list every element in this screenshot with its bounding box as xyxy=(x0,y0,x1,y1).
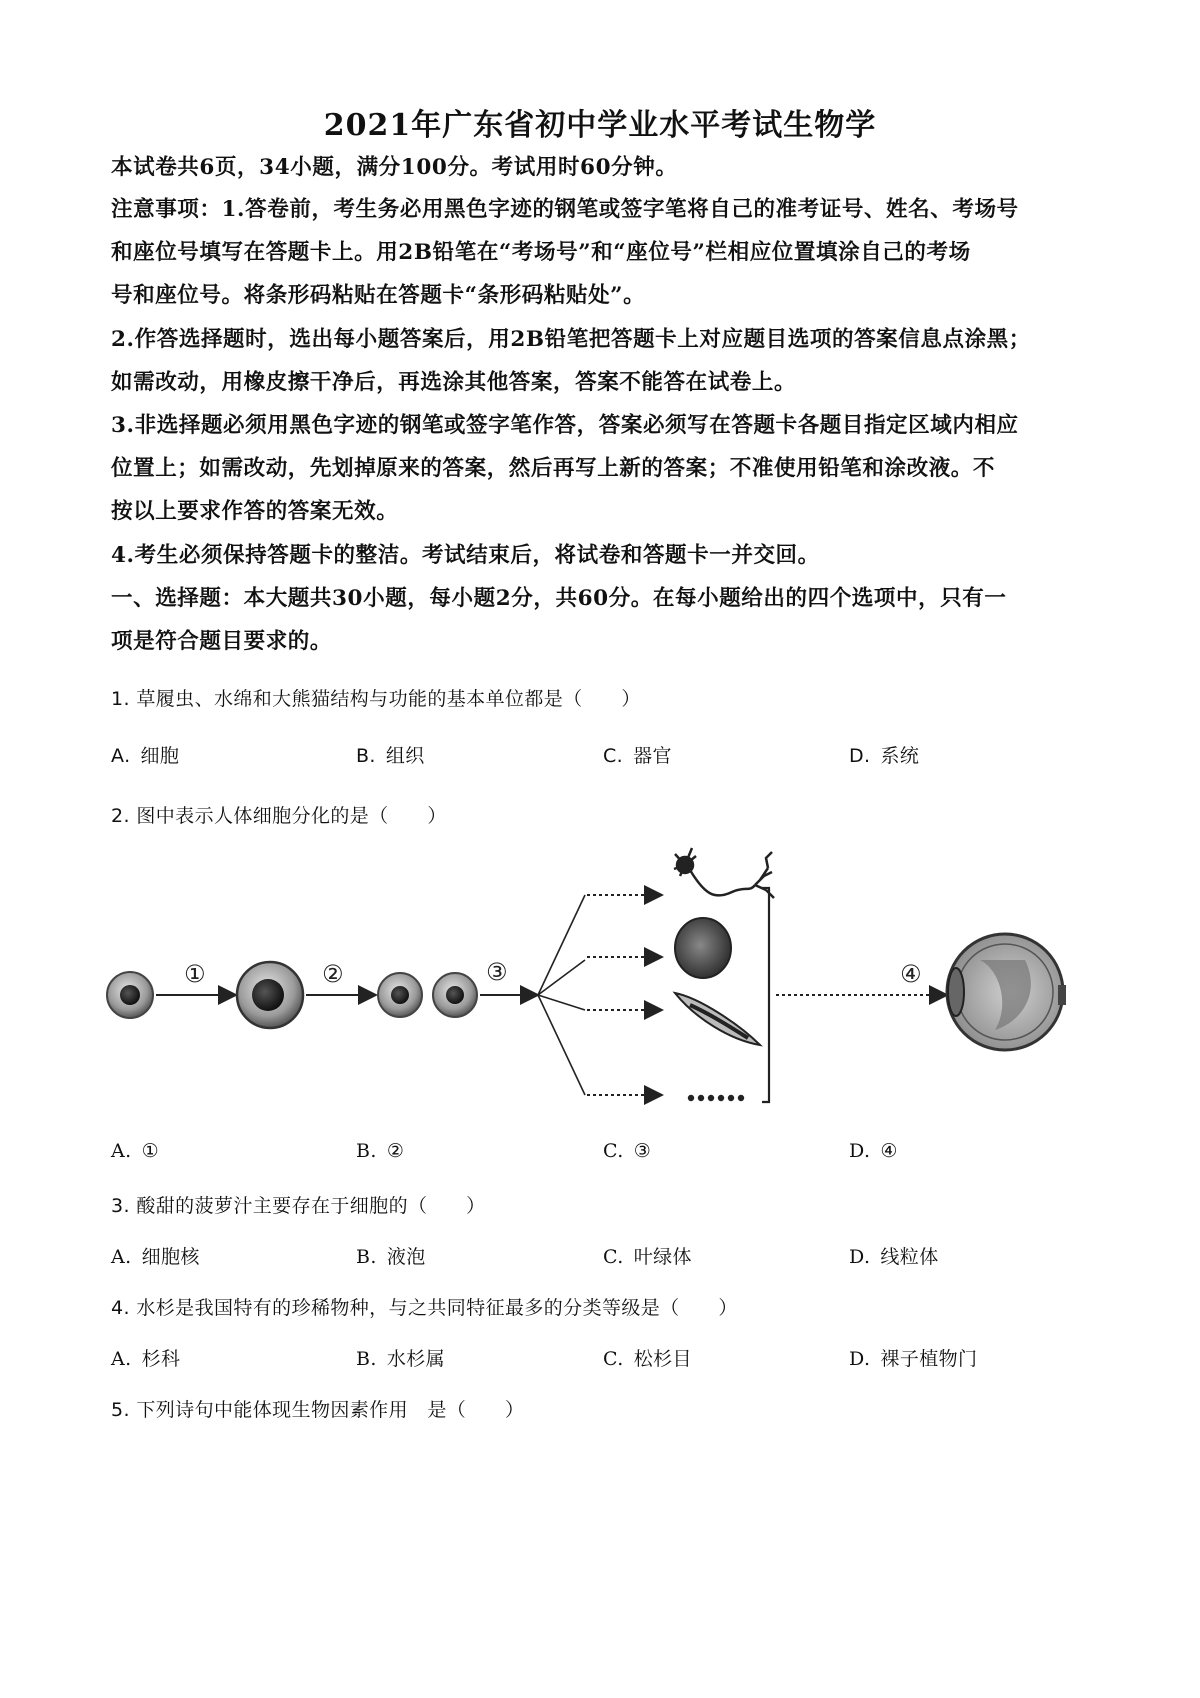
option-text: ① xyxy=(141,1140,159,1162)
step-label-4: ④ xyxy=(900,960,922,988)
option-key: B. xyxy=(356,1140,377,1162)
intro-line: 本试卷共6页，34小题，满分100分。考试用时60分钟。 xyxy=(111,155,678,180)
option-text: 杉科 xyxy=(141,1348,181,1370)
divided-cell-icon xyxy=(378,973,422,1017)
option-key: B. xyxy=(356,745,376,767)
q1-option-c xyxy=(603,741,672,768)
option-text: 叶绿体 xyxy=(633,1246,692,1268)
option-key: C. xyxy=(603,1348,624,1370)
notes-line: 2.作答选择题时，选出每小题答案后，用2B铅笔把答题卡上对应题目选项的答案信息点涂黑； xyxy=(111,327,1031,352)
page-title: 2021年广东省初中学业水平考试生物学 xyxy=(323,108,877,143)
divided-cell-icon xyxy=(433,973,477,1017)
option-text: 器官 xyxy=(633,745,672,767)
q4-option-b xyxy=(356,1344,445,1371)
option-key: A. xyxy=(111,745,131,767)
step-label-3: ③ xyxy=(486,958,508,986)
notes-item-2 xyxy=(111,318,1103,404)
q3-option-c xyxy=(603,1242,692,1269)
q4-option-c xyxy=(603,1344,692,1371)
section-heading xyxy=(111,577,1103,663)
q4-option-a xyxy=(111,1344,180,1371)
option-key: D. xyxy=(849,1246,871,1268)
section-line: 一、选择题：本大题共30小题，每小题2分，共60分。在每小题给出的四个选项中，只有一 xyxy=(111,586,1007,611)
section-line: 项是符合题目要求的。 xyxy=(111,629,333,654)
q1-option-d xyxy=(849,741,919,768)
option-text: ③ xyxy=(633,1140,652,1162)
notes-line: 号和座位号。将条形码粘贴在答题卡“条形码粘贴处”。 xyxy=(111,283,646,308)
option-key: C. xyxy=(603,1246,624,1268)
large-cell-icon xyxy=(237,962,303,1028)
notes-line: 4.考生必须保持答题卡的整洁。考试结束后，将试卷和答题卡一并交回。 xyxy=(111,543,820,568)
q2-option-b xyxy=(356,1140,404,1162)
option-text: 裸子植物门 xyxy=(880,1348,978,1370)
option-key: A. xyxy=(111,1140,132,1162)
option-text: 细胞 xyxy=(140,745,180,767)
option-text: 线粒体 xyxy=(880,1246,939,1268)
notes-item-1 xyxy=(111,188,1103,317)
q2-option-a xyxy=(111,1140,159,1162)
question-2-stem: 2. 图中表示人体细胞分化的是（ ） xyxy=(111,805,447,827)
option-text: ② xyxy=(386,1140,405,1162)
notes-line: 3.非选择题必须用黑色字迹的钢笔或签字笔作答，答案必须写在答题卡各题目指定区域内相应 xyxy=(111,413,1019,438)
option-text: 组织 xyxy=(385,745,425,767)
option-key: B. xyxy=(356,1348,377,1370)
option-key: C. xyxy=(603,1140,624,1162)
q3-option-a xyxy=(111,1242,200,1269)
option-key: A. xyxy=(111,1348,132,1370)
small-cell-icon xyxy=(107,972,153,1018)
question-5-stem: 5. 下列诗句中能体现生物因素作用 是（ ） xyxy=(111,1399,525,1421)
more-cells-ellipsis xyxy=(688,1095,744,1101)
notes-line: 和座位号填写在答题卡上。用2B铅笔在“考场号”和“座位号”栏相应位置填涂自己的考场 xyxy=(111,240,971,265)
cell-differentiation-diagram xyxy=(100,840,1100,1130)
question-4-stem: 4. 水杉是我国特有的珍稀物种，与之共同特征最多的分类等级是（ ） xyxy=(111,1297,738,1319)
q1-option-a xyxy=(111,741,179,768)
notes-item-3 xyxy=(111,404,1103,533)
q2-option-d xyxy=(849,1140,898,1162)
option-text: 水杉属 xyxy=(386,1348,446,1370)
q2-option-c xyxy=(603,1140,651,1162)
option-text: 细胞核 xyxy=(141,1246,200,1268)
option-key: C. xyxy=(603,745,624,767)
neuron-icon xyxy=(674,848,774,898)
q1-option-b xyxy=(356,741,425,768)
notes-line: 按以上要求作答的答案无效。 xyxy=(111,499,399,524)
option-key: D. xyxy=(849,1140,871,1162)
q4-option-d xyxy=(849,1344,977,1371)
eye-organ-icon xyxy=(947,934,1066,1050)
notes-line: 注意事项：1.答卷前，考生务必用黑色字迹的钢笔或签字笔将自己的准考证号、姓名、考场号 xyxy=(111,197,1019,222)
bracket xyxy=(762,888,769,1102)
notes-line: 如需改动，用橡皮擦干净后，再选涂其他答案，答案不能答在试卷上。 xyxy=(111,370,797,395)
question-3-stem: 3. 酸甜的菠萝汁主要存在于细胞的（ ） xyxy=(111,1195,486,1217)
option-text: ④ xyxy=(880,1140,898,1162)
step-label-1: ① xyxy=(184,960,206,988)
option-text: 系统 xyxy=(880,745,920,767)
step-label-2: ② xyxy=(322,960,344,988)
notes-item-4 xyxy=(111,534,1103,577)
branch-lines xyxy=(538,895,585,1095)
question-1-stem: 1. 草履虫、水绵和大熊猫结构与功能的基本单位都是（ ） xyxy=(111,688,641,710)
option-text: 液泡 xyxy=(386,1246,426,1268)
branch-dotted-arrows xyxy=(587,895,660,1095)
option-key: D. xyxy=(849,745,871,767)
muscle-cell-icon xyxy=(675,993,760,1045)
option-key: D. xyxy=(849,1348,871,1370)
notes-line: 位置上；如需改动，先划掉原来的答案，然后再写上新的答案；不准使用铅笔和涂改液。不 xyxy=(111,456,996,481)
blood-cell-icon xyxy=(675,918,731,978)
option-key: B. xyxy=(356,1246,377,1268)
option-text: 松杉目 xyxy=(633,1348,692,1370)
exam-intro xyxy=(111,146,1103,189)
q3-option-d xyxy=(849,1242,939,1269)
option-key: A. xyxy=(111,1246,132,1268)
q3-option-b xyxy=(356,1242,426,1269)
